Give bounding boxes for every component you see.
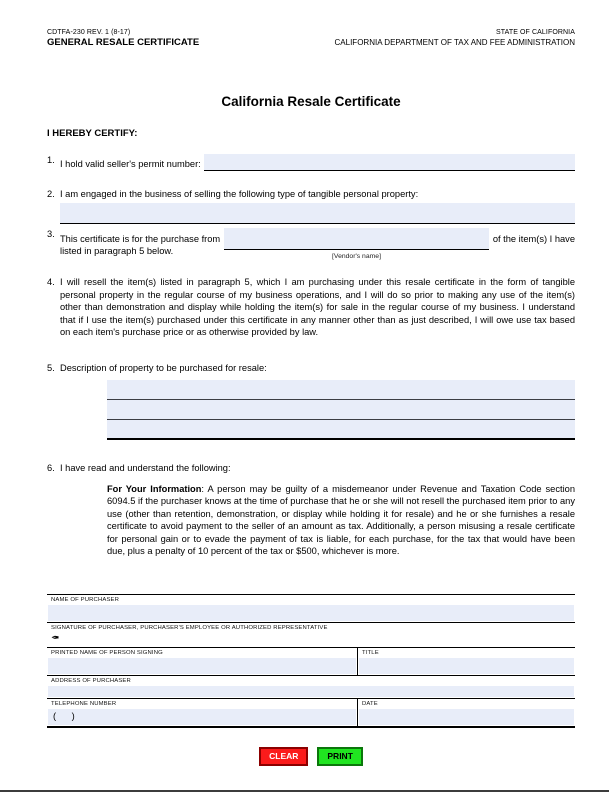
- clear-button[interactable]: CLEAR: [259, 747, 308, 766]
- description-line-3-field[interactable]: [107, 420, 575, 440]
- signature-pen-icon: ✒: [51, 632, 60, 644]
- for-your-information-paragraph: [107, 483, 575, 558]
- item-3-text-after: of the item(s) I have: [492, 233, 575, 244]
- item-6-label: I have read and understand the following:: [60, 463, 231, 473]
- form-number: CDTFA-230 REV. 1 (8-17): [47, 29, 131, 36]
- vendor-name-field[interactable]: [224, 228, 489, 250]
- item-4-text: I will resell the item(s) listed in paragraph 5, which I am purchasing under this resale certificate in the form of tangible personal property in the regular course of my business operations, and I will do so prior to making any use of the item(s) other than demonstration and display while holding the item(s) for sale in the regular course of my business. I understand that if I use the item(s) purchased under this certificate in any manner other than as just described, I will owe use tax based on each item's purchase price or as otherwise provided by law.: [60, 277, 575, 337]
- item-2-label: I am engaged in the business of selling the following type of tangible personal property:: [60, 189, 419, 199]
- item-5-label: Description of property to be purchased for resale:: [60, 362, 267, 373]
- item-1-label: I hold valid seller's permit number:: [60, 158, 201, 169]
- fyi-lead: For Your Information: [107, 483, 202, 494]
- address-label: ADDRESS OF PURCHASER: [51, 677, 131, 684]
- description-line-1-field[interactable]: [107, 380, 575, 400]
- purchaser-info-table: [47, 594, 575, 728]
- item-3-text-line2: listed in paragraph 5 below.: [60, 246, 174, 256]
- item-2: [47, 188, 575, 224]
- property-type-field[interactable]: [60, 203, 575, 224]
- seller-permit-number-field[interactable]: [204, 154, 575, 171]
- signature-field[interactable]: [51, 632, 574, 646]
- title-field[interactable]: [359, 658, 574, 674]
- form-header: [47, 29, 575, 48]
- fyi-text: : A person may be guilty of a misdemeanor under Revenue and Taxation Code section 6094.5 if the purchaser knows at the time of purchase that he or she will not resell the purchased item prior to any use (other than retention, demonstration, or display while holding it for resale) and he or she furnishes a resale certificate to avoid payment to the seller of an amount as tax. Additionally, a person misusing a resale certificate for personal gain or to evade the payment of tax is liable, for each purchase, for the tax that would have been due, plus a penalty of 10 percent of the tax or $500, whichever is more.: [107, 483, 575, 556]
- signature-label: SIGNATURE OF PURCHASER, PURCHASER'S EMPLOYEE OR AUTHORIZED REPRESENTATIVE: [51, 624, 328, 631]
- telephone-field[interactable]: [48, 709, 356, 725]
- state-label: STATE OF CALIFORNIA: [495, 29, 575, 36]
- item-4: [47, 276, 575, 339]
- form-actions: [47, 747, 575, 766]
- table-row: [47, 676, 575, 699]
- department-label: CALIFORNIA DEPARTMENT OF TAX AND FEE ADMINISTRATION: [334, 38, 575, 47]
- item-number: 5.: [47, 362, 55, 373]
- name-of-purchaser-label: NAME OF PURCHASER: [51, 596, 120, 603]
- item-3: [47, 228, 575, 264]
- name-of-purchaser-field[interactable]: [48, 605, 574, 621]
- printed-name-field[interactable]: [48, 658, 356, 674]
- description-line-2-field[interactable]: [107, 400, 575, 420]
- item-number: 6.: [47, 463, 55, 473]
- item-1: [47, 154, 575, 171]
- item-3-text-before: This certificate is for the purchase from: [60, 233, 221, 244]
- printed-name-label: PRINTED NAME OF PERSON SIGNING: [51, 649, 163, 656]
- date-field[interactable]: [359, 709, 574, 725]
- vendor-name-caption: [Vendor's name]: [332, 252, 381, 260]
- table-row: [47, 648, 575, 676]
- item-5: [47, 362, 575, 375]
- telephone-value: ( ): [53, 710, 75, 721]
- page-title: California Resale Certificate: [221, 94, 401, 109]
- date-label: DATE: [362, 700, 378, 707]
- item-number: 1.: [47, 155, 55, 165]
- print-button[interactable]: PRINT: [317, 747, 363, 766]
- header-left: [47, 29, 199, 48]
- form-title: GENERAL RESALE CERTIFICATE: [47, 37, 200, 48]
- description-fields: [107, 380, 575, 440]
- item-number: 2.: [47, 189, 55, 199]
- table-row: [47, 699, 575, 726]
- address-field[interactable]: [48, 686, 574, 697]
- telephone-label: TELEPHONE NUMBER: [51, 700, 117, 707]
- table-row: [47, 623, 575, 648]
- item-number: 4.: [47, 277, 55, 287]
- title-label: TITLE: [362, 649, 379, 656]
- certify-heading: I HEREBY CERTIFY:: [47, 128, 138, 139]
- item-number: 3.: [47, 228, 55, 239]
- header-right: [335, 29, 575, 47]
- item-6: [47, 462, 575, 475]
- table-row: [47, 595, 575, 623]
